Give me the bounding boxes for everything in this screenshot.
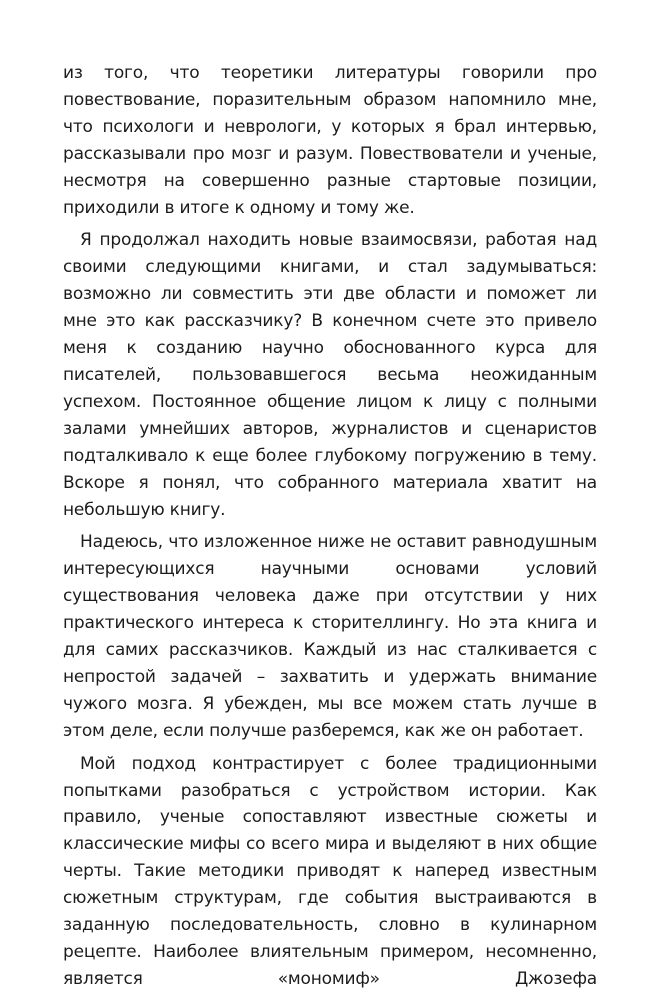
paragraph-2: Я продолжал находить новые взаимосвязи, работая над своими следующими книгами, и стал задумываться: возможно ли совместить эти две области и поможет ли мне это как рассказчику? В конечном счете это привело меня к созданию научно обоснованного курса для писателей, пользовавшегося весьма неожиданным успехом. Постоянное общение лицом к лицу с полными залами умнейших авторов, журналистов и сценаристов подталкивало к еще более глубокому погружению в тему. Вскоре я понял, что собранного материала хватит на небольшую книгу. [63,230,597,520]
paragraph-3: Надеюсь, что изложенное ниже не оставит равнодушным интересующихся научными основами условий существования человека даже при отсутствии у них практического интереса к сторителлингу. Но эта книга и для самих рассказчиков. Каждый из нас сталкивается с непростой задачей – захватить и удержать внимание чужого мозга. Я убежден, мы все можем стать лучше в этом деле, если получше разберемся, как же он работает. [63,532,597,741]
paragraph-4: Мой подход контрастирует с более традиционными попытками разобраться с устройством истории. Как правило, ученые сопоставляют известные сюжеты и классические мифы со всего мира и выделяют в них общие черты. Такие методики приводят к наперед известным сюжетным структурам, где события выстраиваются в заданную последовательность, словно в кулинарном рецепте. Наиболее влиятельным примером, несомненно, является «мономиф» Джозефа [63,753,597,989]
paragraph-1: из того, что теоретики литературы говорили про повествование, поразительным образом напомнило мне, что психологи и неврологи, у которых я брал интервью, рассказывали про мозг и разум. Повествователи и ученые, несмотря на совершенно разные стартовые позиции, приходили в итоге к одному и тому же. [63,63,597,218]
document-page [63,60,597,993]
